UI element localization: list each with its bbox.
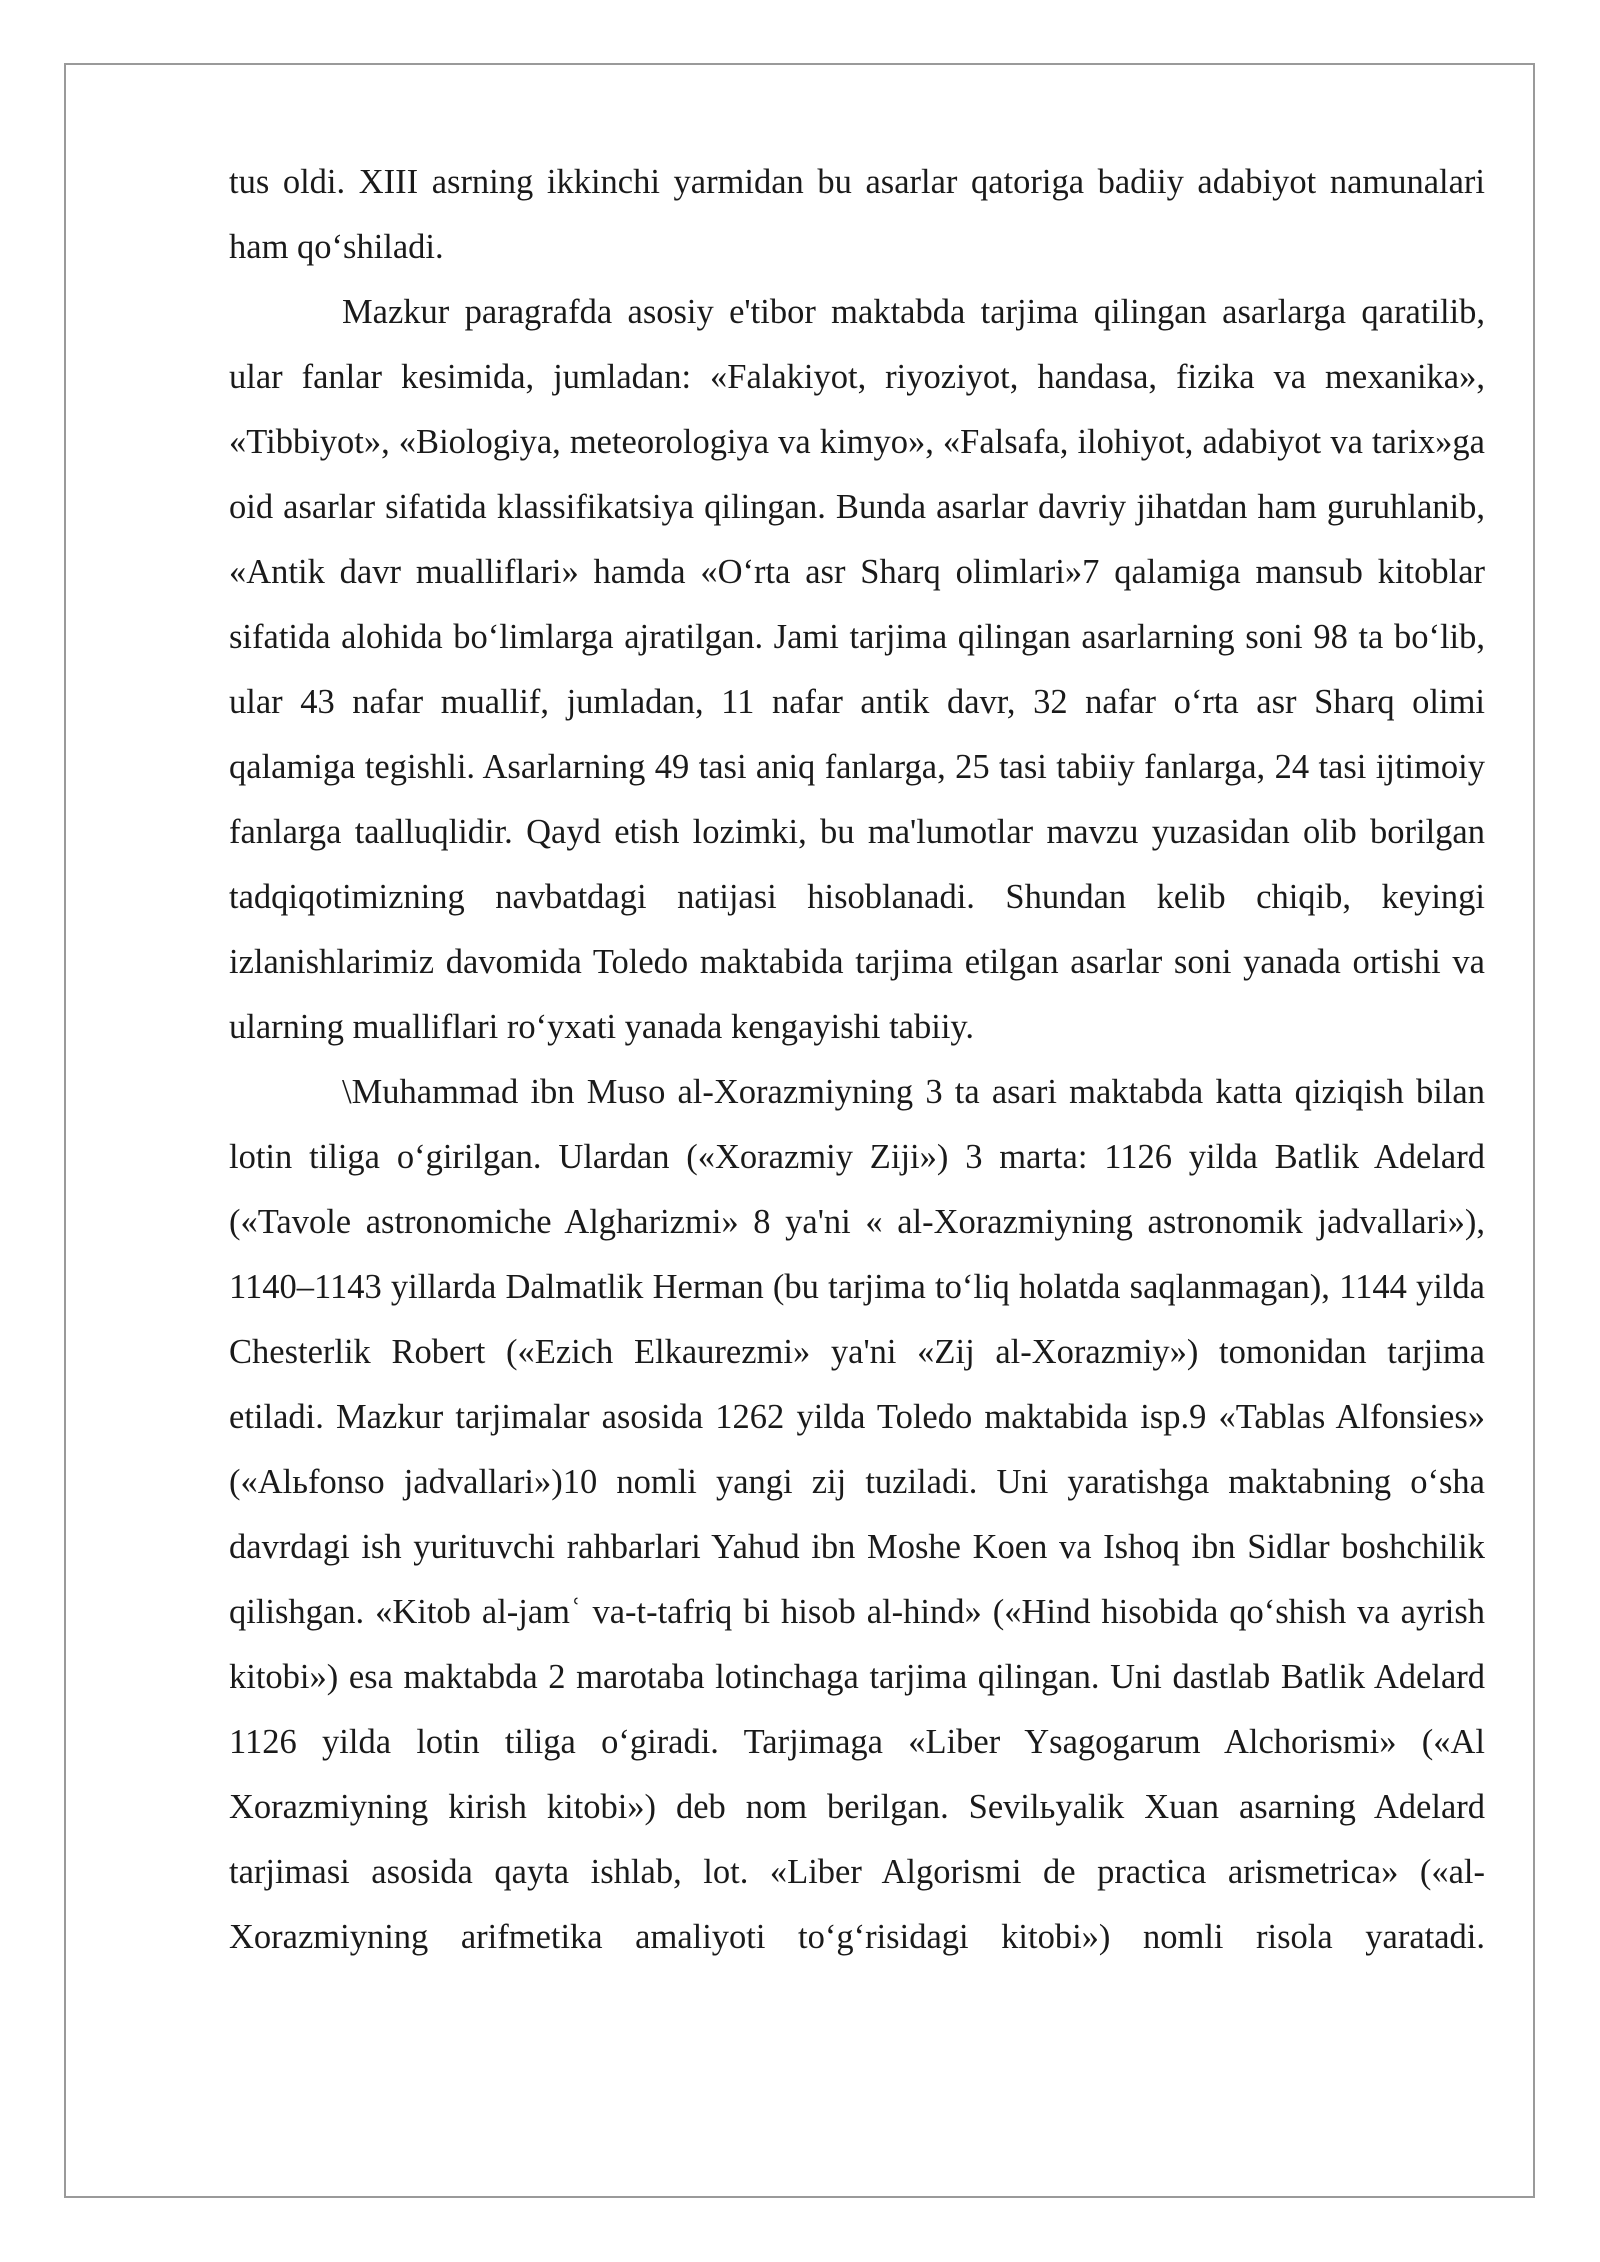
paragraph-classification: Mazkur paragrafda asosiy e'tibor maktabda tarjima qilingan asarlarga qaratilib, ular fanlar kesimida, jumladan: «Falakiyot, riyoziyot, handasa, fizika va mexanika», «Tibbiyot», «Biologiya, meteorologiya va kimyo», «Falsafa, ilohiyot, adabiyot va tarix»ga oid asarlar sifatida klassifikatsiya qilingan. Bunda asarlar davriy jihatdan ham guruhlanib, «Antik davr mualliflari» hamda «O‘rta asr Sharq olimlari»7 qalamiga mansub kitoblar sifatida alohida bo‘limlarga ajratilgan. Jami tarjima qilingan asarlarning soni 98 ta bo‘lib, ular 43 nafar muallif, jumladan, 11 nafar antik davr, 32 nafar o‘rta asr Sharq olimi qalamiga tegishli. Asarlarning 49 tasi aniq fanlarga, 25 tasi tabiiy fanlarga, 24 tasi ijtimoiy fanlarga taalluqlidir. Qayd etish lozimki, bu ma'lumotlar mavzu yuzasidan olib borilgan tadqiqotimizning navbatdagi natijasi hisoblanadi. Shundan kelib chiqib, keyingi izlanishlarimiz davomida Toledo maktabida tarjima etilgan asarlar soni yanada ortishi va ularning mualliflari ro‘yxati yanada kengayishi tabiiy. (229, 293, 1485, 1046)
paragraph-xorazmiy-works: \Muhammad ibn Muso al-Xorazmiyning 3 ta asari maktabda katta qiziqish bilan lotin tiliga o‘girilgan. Ulardan («Xorazmiy Ziji») 3 marta: 1126 yilda Batlik Adelard («Tavole astronomiche Algharizmi» 8 ya'ni « al-Xorazmiyning astronomik jadvallari»), 1140–1143 yillarda Dalmatlik Herman (bu tarjima to‘liq holatda saqlanmagan), 1144 yilda Chesterlik Robert («Ezich Elkaurezmi» ya'ni «Zij al-Xorazmiy») tomonidan tarjima etiladi. Mazkur tarjimalar asosida 1262 yilda Toledo maktabida isp.9 «Tablas Alfonsies» («Alьfonso jadvallari»)10 nomli yangi zij tuziladi. Uni yaratishga maktabning o‘sha davrdagi ish yurituvchi rahbarlari Yahud ibn Moshe Koen va Ishoq ibn Sidlar boshchilik qilishgan. «Kitob al-jamʿ va-t-tafriq bi hisob al-hind» («Hind hisobida qo‘shish va ayrish kitobi») esa maktabda 2 marotaba lotinchaga tarjima qilingan. Uni dastlab Batlik Adelard 1126 yilda lotin tiliga o‘giradi. Tarjimaga «Liber Ysagogarum Alchorismi» («Al Xorazmiyning kirish kitobi») deb nom berilgan. Sevilьyalik Xuan asarning Adelard tarjimasi asosida qayta ishlab, lot. «Liber Algorismi de practica arismetrica» («al-Xorazmiyning arifmetika amaliyoti to‘g‘risidagi kitobi») nomli risola yaratadi. (229, 1073, 1485, 1956)
document-body (229, 150, 1485, 1970)
paragraph-continuation: tus oldi. XIII asrning ikkinchi yarmidan bu asarlar qatoriga badiiy adabiyot namunalari ham qo‘shiladi. (229, 163, 1485, 266)
